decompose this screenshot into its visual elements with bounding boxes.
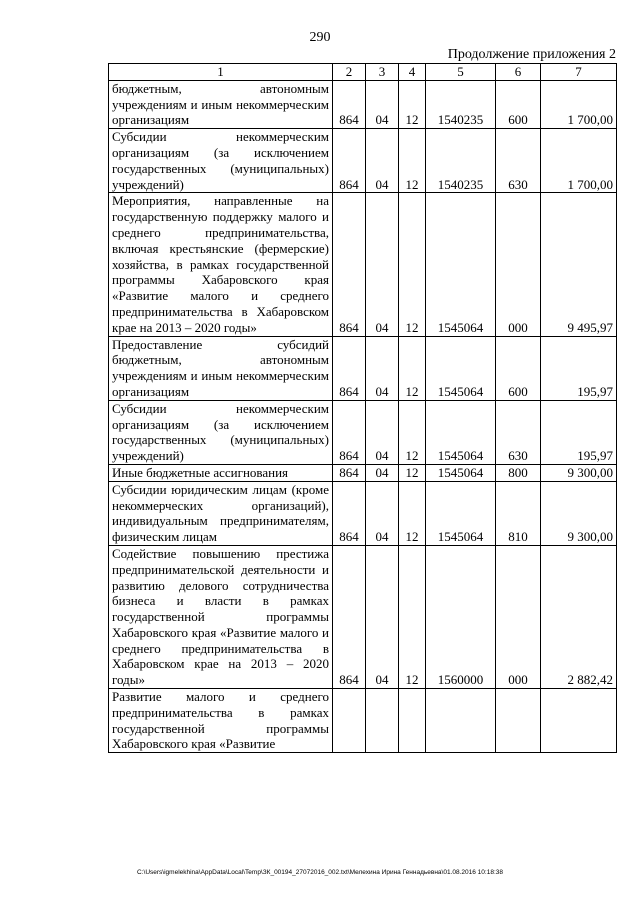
row-subsection: 12 bbox=[399, 545, 426, 688]
col-header-5: 5 bbox=[426, 64, 496, 81]
row-subsection: 12 bbox=[399, 464, 426, 481]
table-row bbox=[109, 689, 617, 753]
row-ministry-code: 864 bbox=[333, 464, 366, 481]
appendix-note: Продолжение приложения 2 bbox=[447, 47, 616, 62]
table-row bbox=[109, 80, 617, 128]
row-section bbox=[366, 689, 399, 753]
row-expense-type: 630 bbox=[496, 129, 541, 193]
row-amount: 1 700,00 bbox=[541, 80, 617, 128]
row-ministry-code: 864 bbox=[333, 400, 366, 464]
row-name: Содействие повышению престижа предпринимательской деятельности и развитию делового сотрудничества бизнеса и власти в рамках государственной программы Хабаровского края «Развитие малого и среднего предпринимательства в Хабаровском крае на 2013 – 2020 годы» bbox=[109, 545, 333, 688]
row-target-article: 1540235 bbox=[426, 80, 496, 128]
table-row bbox=[109, 129, 617, 193]
row-target-article: 1545064 bbox=[426, 193, 496, 336]
row-subsection: 12 bbox=[399, 400, 426, 464]
row-section: 04 bbox=[366, 464, 399, 481]
row-name: Иные бюджетные ассигнования bbox=[109, 464, 333, 481]
row-section: 04 bbox=[366, 80, 399, 128]
col-header-4: 4 bbox=[399, 64, 426, 81]
row-target-article: 1545064 bbox=[426, 336, 496, 400]
row-name: Развитие малого и среднего предпринимательства в рамках государственной программы Хабаровского края «Развитие bbox=[109, 689, 333, 753]
row-ministry-code: 864 bbox=[333, 481, 366, 545]
row-expense-type bbox=[496, 689, 541, 753]
row-amount: 1 700,00 bbox=[541, 129, 617, 193]
row-expense-type: 810 bbox=[496, 481, 541, 545]
table-header-row bbox=[109, 64, 617, 81]
row-name: Мероприятия, направленные на государственную поддержку малого и среднего предпринимательства, включая крестьянские (фермерские) хозяйства, в рамках государственной программы Хабаровского края «Развитие малого и среднего предпринимательства в Хабаровском крае на 2013 – 2020 годы» bbox=[109, 193, 333, 336]
row-ministry-code: 864 bbox=[333, 80, 366, 128]
row-subsection: 12 bbox=[399, 336, 426, 400]
row-ministry-code: 864 bbox=[333, 545, 366, 688]
table-row bbox=[109, 481, 617, 545]
row-subsection: 12 bbox=[399, 193, 426, 336]
row-subsection bbox=[399, 689, 426, 753]
table-row bbox=[109, 336, 617, 400]
row-expense-type: 000 bbox=[496, 545, 541, 688]
row-amount: 2 882,42 bbox=[541, 545, 617, 688]
row-ministry-code: 864 bbox=[333, 129, 366, 193]
page-number: 290 bbox=[309, 30, 331, 45]
table-row bbox=[109, 400, 617, 464]
col-header-6: 6 bbox=[496, 64, 541, 81]
row-section: 04 bbox=[366, 129, 399, 193]
budget-table bbox=[108, 63, 617, 753]
table-row bbox=[109, 464, 617, 481]
row-expense-type: 600 bbox=[496, 336, 541, 400]
footer-file-path: C:\Users\igmelekhina\AppData\Local\Temp\ЗК_00194_27072016_002.txt\Мелехина Ирина Геннадьевна\01.08.2016 10:18:38 bbox=[137, 869, 503, 876]
row-section: 04 bbox=[366, 481, 399, 545]
row-name: Субсидии некоммерческим организациям (за исключением государственных (муниципальных) учреждений) bbox=[109, 129, 333, 193]
row-amount: 9 300,00 bbox=[541, 464, 617, 481]
row-ministry-code: 864 bbox=[333, 336, 366, 400]
row-ministry-code bbox=[333, 689, 366, 753]
row-section: 04 bbox=[366, 545, 399, 688]
col-header-3: 3 bbox=[366, 64, 399, 81]
row-section: 04 bbox=[366, 193, 399, 336]
row-name: Предоставление субсидий бюджетным, автономным учреждениям и иным некоммерческим организациям bbox=[109, 336, 333, 400]
row-ministry-code: 864 bbox=[333, 193, 366, 336]
col-header-1: 1 bbox=[109, 64, 333, 81]
row-amount: 195,97 bbox=[541, 336, 617, 400]
row-name: бюджетным, автономным учреждениям и иным некоммерческим организациям bbox=[109, 80, 333, 128]
row-name: Субсидии некоммерческим организациям (за исключением государственных (муниципальных) учреждений) bbox=[109, 400, 333, 464]
row-expense-type: 800 bbox=[496, 464, 541, 481]
row-expense-type: 600 bbox=[496, 80, 541, 128]
col-header-7: 7 bbox=[541, 64, 617, 81]
row-target-article: 1545064 bbox=[426, 400, 496, 464]
table-row bbox=[109, 193, 617, 336]
row-expense-type: 630 bbox=[496, 400, 541, 464]
col-header-2: 2 bbox=[333, 64, 366, 81]
row-section: 04 bbox=[366, 336, 399, 400]
row-amount bbox=[541, 689, 617, 753]
row-subsection: 12 bbox=[399, 80, 426, 128]
row-target-article: 1560000 bbox=[426, 545, 496, 688]
row-subsection: 12 bbox=[399, 481, 426, 545]
row-amount: 9 300,00 bbox=[541, 481, 617, 545]
row-target-article: 1545064 bbox=[426, 481, 496, 545]
table-row bbox=[109, 545, 617, 688]
row-section: 04 bbox=[366, 400, 399, 464]
row-amount: 195,97 bbox=[541, 400, 617, 464]
row-subsection: 12 bbox=[399, 129, 426, 193]
row-target-article: 1545064 bbox=[426, 464, 496, 481]
row-amount: 9 495,97 bbox=[541, 193, 617, 336]
row-target-article: 1540235 bbox=[426, 129, 496, 193]
row-target-article bbox=[426, 689, 496, 753]
row-name: Субсидии юридическим лицам (кроме некоммерческих организаций), индивидуальным предпринимателям, физическим лицам bbox=[109, 481, 333, 545]
row-expense-type: 000 bbox=[496, 193, 541, 336]
